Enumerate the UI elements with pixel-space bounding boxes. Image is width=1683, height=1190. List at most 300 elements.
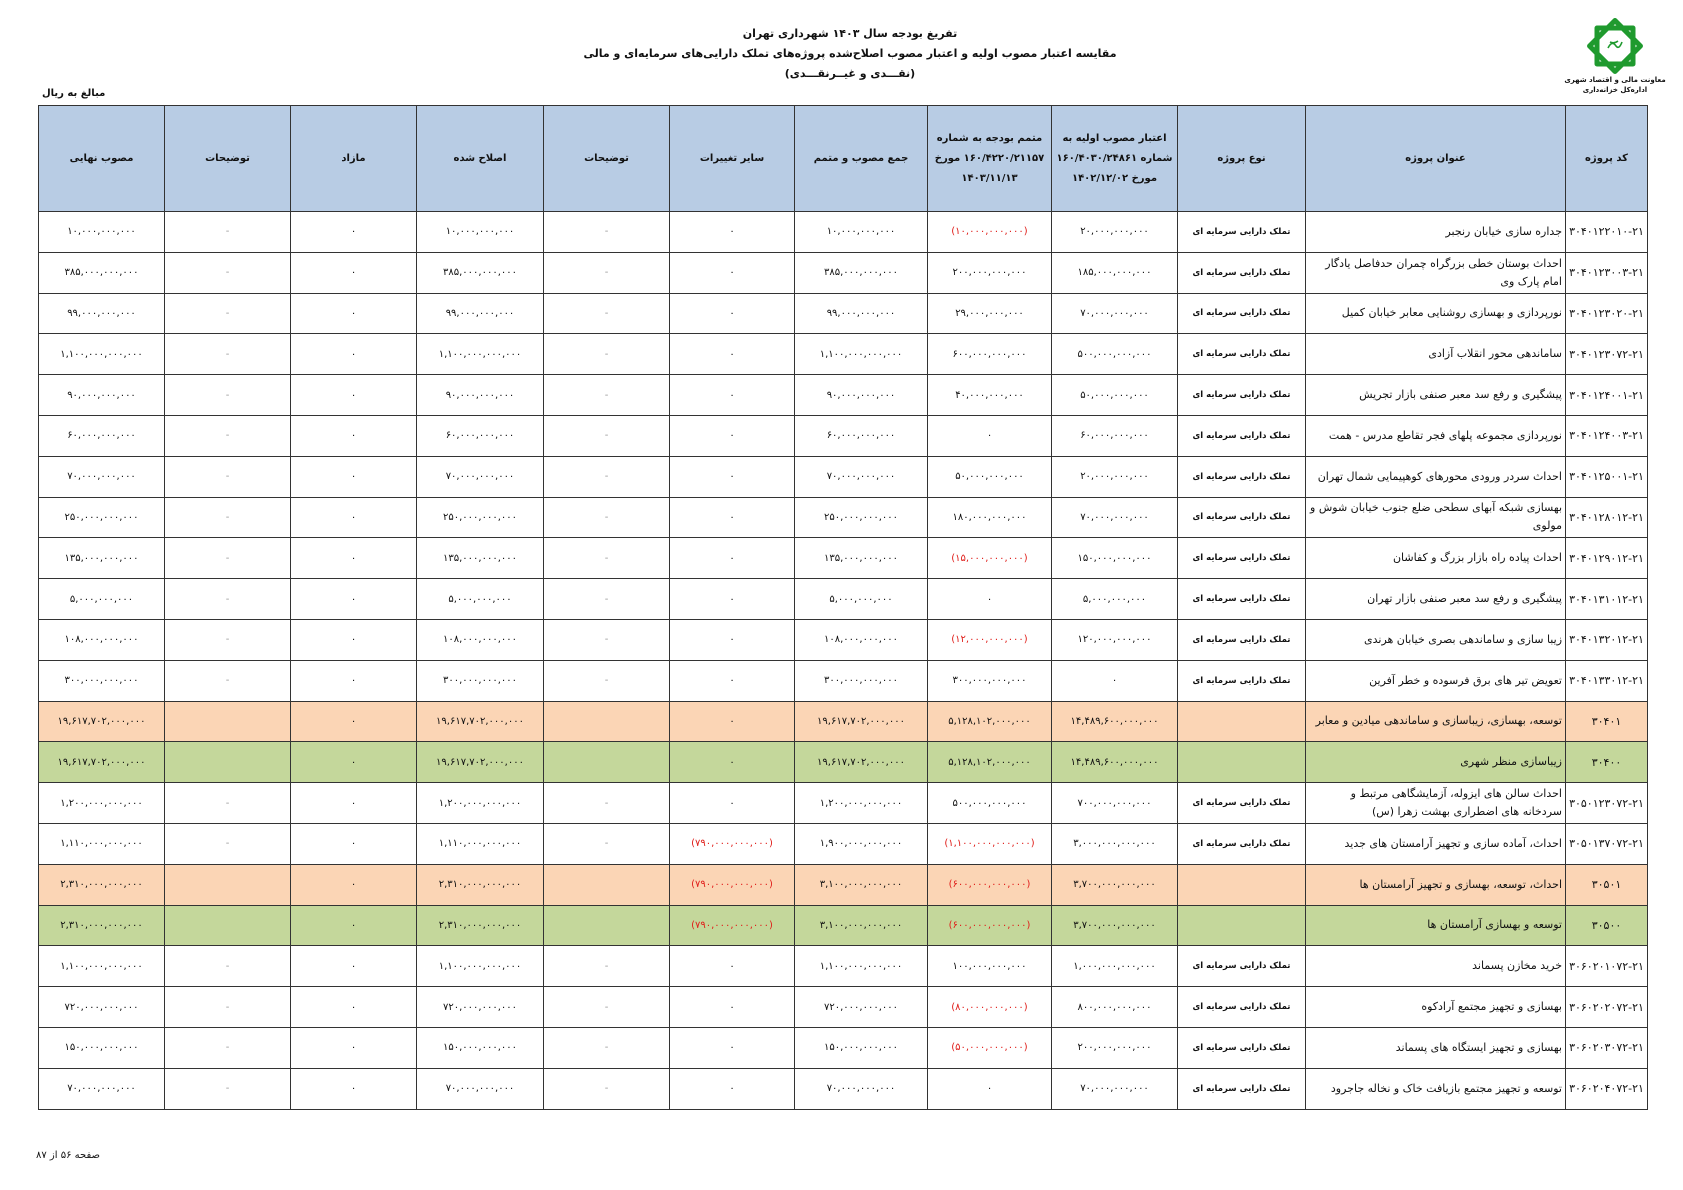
cell-supplement: (۸۰,۰۰۰,۰۰۰,۰۰۰) bbox=[928, 987, 1052, 1028]
column-header-initial-approved: اعتبار مصوب اولیه به شماره ۱۶۰/۴۰۳۰/۲۴۸۶۱ مورخ ۱۴۰۲/۱۲/۰۲ bbox=[1052, 106, 1178, 212]
cell-final-approved: ۲۵۰,۰۰۰,۰۰۰,۰۰۰ bbox=[39, 497, 165, 538]
table-row bbox=[39, 538, 1648, 579]
cell-final-approved: ۱,۱۰۰,۰۰۰,۰۰۰,۰۰۰ bbox=[39, 946, 165, 987]
cell-final-approved: ۳۸۵,۰۰۰,۰۰۰,۰۰۰ bbox=[39, 252, 165, 293]
cell-project-title: احداث بوستان خطی بزرگراه چمران حدفاصل یادگار امام پارک وی bbox=[1306, 252, 1566, 293]
cell-initial-approved: ۸۰۰,۰۰۰,۰۰۰,۰۰۰ bbox=[1052, 987, 1178, 1028]
cell-project-code: ۳۰۶۰۲۰۴۰۷۲-۲۱ bbox=[1566, 1068, 1648, 1109]
cell-project-title: احداث، توسعه، بهسازی و تجهیز آرامستان ها bbox=[1306, 864, 1566, 905]
cell-surplus: ۰ bbox=[291, 212, 417, 253]
cell-initial-approved: ۷۰۰,۰۰۰,۰۰۰,۰۰۰ bbox=[1052, 783, 1178, 824]
cell-project-title: بهسازی شبکه آبهای سطحی ضلع جنوب خیابان شوش و مولوی bbox=[1306, 497, 1566, 538]
cell-notes-2: - bbox=[165, 456, 291, 497]
cell-notes bbox=[544, 742, 670, 783]
cell-project-code: ۳۰۶۰۲۰۱۰۷۲-۲۱ bbox=[1566, 946, 1648, 987]
cell-notes: - bbox=[544, 538, 670, 579]
cell-project-type: تملک دارایی سرمایه ای bbox=[1178, 375, 1306, 416]
cell-other-changes: ۰ bbox=[670, 946, 795, 987]
cell-notes: - bbox=[544, 334, 670, 375]
cell-final-approved: ۷۰,۰۰۰,۰۰۰,۰۰۰ bbox=[39, 1068, 165, 1109]
cell-other-changes: ۰ bbox=[670, 987, 795, 1028]
cell-surplus: ۰ bbox=[291, 864, 417, 905]
cell-initial-approved: ۵,۰۰۰,۰۰۰,۰۰۰ bbox=[1052, 579, 1178, 620]
cell-project-type bbox=[1178, 905, 1306, 946]
cell-notes-2: - bbox=[165, 334, 291, 375]
cell-notes: - bbox=[544, 1027, 670, 1068]
cell-notes: - bbox=[544, 660, 670, 701]
cell-final-approved: ۲,۳۱۰,۰۰۰,۰۰۰,۰۰۰ bbox=[39, 905, 165, 946]
cell-notes-2: - bbox=[165, 415, 291, 456]
cell-other-changes: ۰ bbox=[670, 538, 795, 579]
column-header-final-approved: مصوب نهایی bbox=[39, 106, 165, 212]
budget-table bbox=[38, 105, 1648, 1110]
cell-project-title: خرید مخازن پسماند bbox=[1306, 946, 1566, 987]
cell-initial-approved: ۲۰,۰۰۰,۰۰۰,۰۰۰ bbox=[1052, 212, 1178, 253]
cell-notes: - bbox=[544, 619, 670, 660]
cell-revised: ۷۰,۰۰۰,۰۰۰,۰۰۰ bbox=[417, 456, 544, 497]
cell-project-code: ۳۰۴۰۱۲۳۰۰۳-۲۱ bbox=[1566, 252, 1648, 293]
cell-notes-2 bbox=[165, 742, 291, 783]
cell-surplus: ۰ bbox=[291, 579, 417, 620]
cell-approved-plus-supplement: ۳۸۵,۰۰۰,۰۰۰,۰۰۰ bbox=[795, 252, 928, 293]
cell-notes-2 bbox=[165, 905, 291, 946]
cell-supplement: (۶۰۰,۰۰۰,۰۰۰,۰۰۰) bbox=[928, 864, 1052, 905]
cell-supplement: ۲۹,۰۰۰,۰۰۰,۰۰۰ bbox=[928, 293, 1052, 334]
logo-line-1: معاونت مالی و اقتصاد شهری bbox=[1564, 76, 1666, 84]
cell-other-changes: ۰ bbox=[670, 456, 795, 497]
cell-final-approved: ۱۵۰,۰۰۰,۰۰۰,۰۰۰ bbox=[39, 1027, 165, 1068]
cell-notes: - bbox=[544, 212, 670, 253]
table-row bbox=[39, 252, 1648, 293]
cell-approved-plus-supplement: ۱۰۸,۰۰۰,۰۰۰,۰۰۰ bbox=[795, 619, 928, 660]
cell-revised: ۹۹,۰۰۰,۰۰۰,۰۰۰ bbox=[417, 293, 544, 334]
cell-revised: ۱,۱۱۰,۰۰۰,۰۰۰,۰۰۰ bbox=[417, 823, 544, 864]
cell-project-code: ۳۰۴۰۱۳۳۰۱۲-۲۱ bbox=[1566, 660, 1648, 701]
subtotal-row bbox=[39, 701, 1648, 742]
cell-project-title: احداث سردر ورودی محورهای کوهپیمایی شمال تهران bbox=[1306, 456, 1566, 497]
cell-surplus: ۰ bbox=[291, 783, 417, 824]
cell-initial-approved: ۳,۷۰۰,۰۰۰,۰۰۰,۰۰۰ bbox=[1052, 905, 1178, 946]
cell-project-code: ۳۰۴۰۱۲۸۰۱۲-۲۱ bbox=[1566, 497, 1648, 538]
cell-notes-2: - bbox=[165, 987, 291, 1028]
cell-notes-2 bbox=[165, 864, 291, 905]
cell-project-title: پیشگیری و رفع سد معبر صنفی بازار تجریش bbox=[1306, 375, 1566, 416]
cell-revised: ۱۹,۶۱۷,۷۰۲,۰۰۰,۰۰۰ bbox=[417, 701, 544, 742]
cell-revised: ۶۰,۰۰۰,۰۰۰,۰۰۰ bbox=[417, 415, 544, 456]
cell-revised: ۱۰۸,۰۰۰,۰۰۰,۰۰۰ bbox=[417, 619, 544, 660]
cell-revised: ۱۰,۰۰۰,۰۰۰,۰۰۰ bbox=[417, 212, 544, 253]
cell-surplus: ۰ bbox=[291, 334, 417, 375]
cell-project-type bbox=[1178, 742, 1306, 783]
cell-project-title: بهسازی و تجهیز ایستگاه های پسماند bbox=[1306, 1027, 1566, 1068]
cell-notes: - bbox=[544, 783, 670, 824]
document-subtitle-2: (نقـــدی و غیــرنقـــدی) bbox=[784, 67, 916, 80]
cell-final-approved: ۱۳۵,۰۰۰,۰۰۰,۰۰۰ bbox=[39, 538, 165, 579]
cell-project-type: تملک دارایی سرمایه ای bbox=[1178, 415, 1306, 456]
cell-other-changes: ۰ bbox=[670, 212, 795, 253]
cell-revised: ۱۳۵,۰۰۰,۰۰۰,۰۰۰ bbox=[417, 538, 544, 579]
cell-final-approved: ۱,۱۰۰,۰۰۰,۰۰۰,۰۰۰ bbox=[39, 334, 165, 375]
cell-project-title: ساماندهی محور انقلاب آزادی bbox=[1306, 334, 1566, 375]
cell-project-code: ۳۰۴۰۱۲۳۰۷۲-۲۱ bbox=[1566, 334, 1648, 375]
cell-project-type: تملک دارایی سرمایه ای bbox=[1178, 660, 1306, 701]
cell-notes-2: - bbox=[165, 212, 291, 253]
cell-project-type: تملک دارایی سرمایه ای bbox=[1178, 212, 1306, 253]
cell-notes: - bbox=[544, 415, 670, 456]
cell-project-type: تملک دارایی سرمایه ای bbox=[1178, 823, 1306, 864]
cell-other-changes: ۰ bbox=[670, 742, 795, 783]
cell-other-changes: ۰ bbox=[670, 783, 795, 824]
column-header-other-changes: سایر تغییرات bbox=[670, 106, 795, 212]
cell-supplement: ۵۰۰,۰۰۰,۰۰۰,۰۰۰ bbox=[928, 783, 1052, 824]
cell-notes-2: - bbox=[165, 660, 291, 701]
cell-notes bbox=[544, 701, 670, 742]
cell-approved-plus-supplement: ۱۰,۰۰۰,۰۰۰,۰۰۰ bbox=[795, 212, 928, 253]
cell-surplus: ۰ bbox=[291, 619, 417, 660]
cell-project-title: توسعه، بهسازی، زیباسازی و ساماندهی میادین و معابر bbox=[1306, 701, 1566, 742]
cell-project-type: تملک دارایی سرمایه ای bbox=[1178, 579, 1306, 620]
cell-revised: ۷۲۰,۰۰۰,۰۰۰,۰۰۰ bbox=[417, 987, 544, 1028]
cell-project-type: تملک دارایی سرمایه ای bbox=[1178, 1027, 1306, 1068]
cell-project-code: ۳۰۴۰۰ bbox=[1566, 742, 1648, 783]
cell-project-title: توسعه و تجهیز مجتمع بازیافت خاک و نخاله جاجرود bbox=[1306, 1068, 1566, 1109]
cell-supplement: (۱۵,۰۰۰,۰۰۰,۰۰۰) bbox=[928, 538, 1052, 579]
cell-project-type: تملک دارایی سرمایه ای bbox=[1178, 987, 1306, 1028]
cell-approved-plus-supplement: ۱۳۵,۰۰۰,۰۰۰,۰۰۰ bbox=[795, 538, 928, 579]
table-header-row bbox=[39, 106, 1648, 212]
cell-notes bbox=[544, 864, 670, 905]
cell-approved-plus-supplement: ۱۵۰,۰۰۰,۰۰۰,۰۰۰ bbox=[795, 1027, 928, 1068]
table-row bbox=[39, 293, 1648, 334]
cell-notes-2: - bbox=[165, 823, 291, 864]
cell-other-changes: ۰ bbox=[670, 701, 795, 742]
table-row bbox=[39, 660, 1648, 701]
cell-notes: - bbox=[544, 823, 670, 864]
table-row bbox=[39, 987, 1648, 1028]
cell-revised: ۱۹,۶۱۷,۷۰۲,۰۰۰,۰۰۰ bbox=[417, 742, 544, 783]
cell-other-changes: ۰ bbox=[670, 1027, 795, 1068]
table-body bbox=[39, 212, 1648, 1110]
cell-final-approved: ۱,۱۱۰,۰۰۰,۰۰۰,۰۰۰ bbox=[39, 823, 165, 864]
cell-project-type: تملک دارایی سرمایه ای bbox=[1178, 783, 1306, 824]
cell-final-approved: ۱۹,۶۱۷,۷۰۲,۰۰۰,۰۰۰ bbox=[39, 701, 165, 742]
cell-approved-plus-supplement: ۷۰,۰۰۰,۰۰۰,۰۰۰ bbox=[795, 1068, 928, 1109]
cell-initial-approved: ۳,۰۰۰,۰۰۰,۰۰۰,۰۰۰ bbox=[1052, 823, 1178, 864]
table-row bbox=[39, 456, 1648, 497]
cell-supplement: ۴۰,۰۰۰,۰۰۰,۰۰۰ bbox=[928, 375, 1052, 416]
cell-notes-2: - bbox=[165, 538, 291, 579]
cell-project-title: توسعه و بهسازی آرامستان ها bbox=[1306, 905, 1566, 946]
cell-supplement: ۰ bbox=[928, 579, 1052, 620]
cell-surplus: ۰ bbox=[291, 1027, 417, 1068]
cell-surplus: ۰ bbox=[291, 946, 417, 987]
cell-project-type bbox=[1178, 864, 1306, 905]
cell-revised: ۵,۰۰۰,۰۰۰,۰۰۰ bbox=[417, 579, 544, 620]
cell-supplement: (۵۰,۰۰۰,۰۰۰,۰۰۰) bbox=[928, 1027, 1052, 1068]
cell-other-changes: ۰ bbox=[670, 619, 795, 660]
cell-project-code: ۳۰۴۰۱۲۳۰۲۰-۲۱ bbox=[1566, 293, 1648, 334]
cell-project-code: ۳۰۴۰۱۲۹۰۱۲-۲۱ bbox=[1566, 538, 1648, 579]
cell-notes: - bbox=[544, 1068, 670, 1109]
cell-other-changes: (۷۹۰,۰۰۰,۰۰۰,۰۰۰) bbox=[670, 864, 795, 905]
cell-approved-plus-supplement: ۷۲۰,۰۰۰,۰۰۰,۰۰۰ bbox=[795, 987, 928, 1028]
cell-initial-approved: ۲۰,۰۰۰,۰۰۰,۰۰۰ bbox=[1052, 456, 1178, 497]
cell-project-code: ۳۰۶۰۲۰۲۰۷۲-۲۱ bbox=[1566, 987, 1648, 1028]
cell-initial-approved: ۲۰۰,۰۰۰,۰۰۰,۰۰۰ bbox=[1052, 1027, 1178, 1068]
cell-project-code: ۳۰۴۰۱۳۱۰۱۲-۲۱ bbox=[1566, 579, 1648, 620]
cell-other-changes: ۰ bbox=[670, 252, 795, 293]
cell-revised: ۷۰,۰۰۰,۰۰۰,۰۰۰ bbox=[417, 1068, 544, 1109]
cell-other-changes: ۰ bbox=[670, 660, 795, 701]
table-row bbox=[39, 823, 1648, 864]
cell-project-title: تعویض تیر های برق فرسوده و خطر آفرین bbox=[1306, 660, 1566, 701]
cell-notes-2: - bbox=[165, 252, 291, 293]
cell-project-type: تملک دارایی سرمایه ای bbox=[1178, 293, 1306, 334]
cell-project-code: ۳۰۵۰۰ bbox=[1566, 905, 1648, 946]
cell-project-type: تملک دارایی سرمایه ای bbox=[1178, 252, 1306, 293]
cell-approved-plus-supplement: ۹۰,۰۰۰,۰۰۰,۰۰۰ bbox=[795, 375, 928, 416]
cell-project-type: تملک دارایی سرمایه ای bbox=[1178, 1068, 1306, 1109]
cell-notes: - bbox=[544, 579, 670, 620]
cell-notes-2: - bbox=[165, 579, 291, 620]
cell-other-changes: ۰ bbox=[670, 415, 795, 456]
cell-supplement: (۱۲,۰۰۰,۰۰۰,۰۰۰) bbox=[928, 619, 1052, 660]
cell-revised: ۱,۱۰۰,۰۰۰,۰۰۰,۰۰۰ bbox=[417, 334, 544, 375]
cell-initial-approved: ۷۰,۰۰۰,۰۰۰,۰۰۰ bbox=[1052, 293, 1178, 334]
table-row bbox=[39, 497, 1648, 538]
cell-project-title: زیبا سازی و ساماندهی بصری خیابان هرندی bbox=[1306, 619, 1566, 660]
cell-surplus: ۰ bbox=[291, 293, 417, 334]
cell-other-changes: ۰ bbox=[670, 497, 795, 538]
column-header-notes: توضیحات bbox=[544, 106, 670, 212]
table-row bbox=[39, 946, 1648, 987]
cell-notes-2: - bbox=[165, 497, 291, 538]
cell-surplus: ۰ bbox=[291, 456, 417, 497]
cell-notes: - bbox=[544, 946, 670, 987]
cell-revised: ۱,۱۰۰,۰۰۰,۰۰۰,۰۰۰ bbox=[417, 946, 544, 987]
table-row bbox=[39, 783, 1648, 824]
currency-unit-note: مبالغ به ریال bbox=[42, 88, 106, 99]
cell-initial-approved: ۱۵۰,۰۰۰,۰۰۰,۰۰۰ bbox=[1052, 538, 1178, 579]
cell-final-approved: ۱,۲۰۰,۰۰۰,۰۰۰,۰۰۰ bbox=[39, 783, 165, 824]
cell-notes bbox=[544, 905, 670, 946]
cell-approved-plus-supplement: ۱,۹۰۰,۰۰۰,۰۰۰,۰۰۰ bbox=[795, 823, 928, 864]
cell-approved-plus-supplement: ۵,۰۰۰,۰۰۰,۰۰۰ bbox=[795, 579, 928, 620]
cell-approved-plus-supplement: ۳,۱۰۰,۰۰۰,۰۰۰,۰۰۰ bbox=[795, 864, 928, 905]
cell-notes-2: - bbox=[165, 619, 291, 660]
cell-initial-approved: ۱۸۵,۰۰۰,۰۰۰,۰۰۰ bbox=[1052, 252, 1178, 293]
cell-supplement: ۰ bbox=[928, 415, 1052, 456]
cell-other-changes: (۷۹۰,۰۰۰,۰۰۰,۰۰۰) bbox=[670, 823, 795, 864]
cell-approved-plus-supplement: ۱,۲۰۰,۰۰۰,۰۰۰,۰۰۰ bbox=[795, 783, 928, 824]
column-header-supplement: متمم بودجه به شماره ۱۶۰/۴۲۲۰/۲۱۱۵۷ مورخ ۱۴۰۳/۱۱/۱۳ bbox=[928, 106, 1052, 212]
table-row bbox=[39, 579, 1648, 620]
cell-approved-plus-supplement: ۱,۱۰۰,۰۰۰,۰۰۰,۰۰۰ bbox=[795, 334, 928, 375]
cell-project-code: ۳۰۴۰۱ bbox=[1566, 701, 1648, 742]
cell-final-approved: ۳۰۰,۰۰۰,۰۰۰,۰۰۰ bbox=[39, 660, 165, 701]
cell-project-title: نورپردازی و بهسازی روشنایی معابر خیابان کمیل bbox=[1306, 293, 1566, 334]
cell-supplement: ۵,۱۲۸,۱۰۲,۰۰۰,۰۰۰ bbox=[928, 701, 1052, 742]
column-header-approved-plus-supplement: جمع مصوب و متمم bbox=[795, 106, 928, 212]
column-header-project-type: نوع پروژه bbox=[1178, 106, 1306, 212]
cell-notes-2: - bbox=[165, 375, 291, 416]
tehran-star-logo-icon bbox=[1580, 18, 1650, 74]
document-title: تفریغ بودجه سال ۱۴۰۳ شهرداری تهران bbox=[742, 27, 958, 40]
municipality-logo bbox=[1560, 18, 1670, 94]
cell-revised: ۳۸۵,۰۰۰,۰۰۰,۰۰۰ bbox=[417, 252, 544, 293]
document-subtitle: مقایسه اعتبار مصوب اولیه و اعتبار مصوب اصلاح‌شده پروژه‌های تملک دارایی‌های سرمایه‌ای و مالی bbox=[583, 47, 1117, 60]
column-header-surplus: مازاد bbox=[291, 106, 417, 212]
cell-notes-2: - bbox=[165, 1027, 291, 1068]
cell-final-approved: ۱۹,۶۱۷,۷۰۲,۰۰۰,۰۰۰ bbox=[39, 742, 165, 783]
cell-project-title: جداره سازی خیابان رنجبر bbox=[1306, 212, 1566, 253]
cell-surplus: ۰ bbox=[291, 987, 417, 1028]
cell-approved-plus-supplement: ۷۰,۰۰۰,۰۰۰,۰۰۰ bbox=[795, 456, 928, 497]
table-row bbox=[39, 1027, 1648, 1068]
cell-final-approved: ۱۰۸,۰۰۰,۰۰۰,۰۰۰ bbox=[39, 619, 165, 660]
cell-project-type: تملک دارایی سرمایه ای bbox=[1178, 619, 1306, 660]
cell-supplement: ۱۰۰,۰۰۰,۰۰۰,۰۰۰ bbox=[928, 946, 1052, 987]
cell-supplement: (۱,۱۰۰,۰۰۰,۰۰۰,۰۰۰) bbox=[928, 823, 1052, 864]
cell-surplus: ۰ bbox=[291, 375, 417, 416]
cell-revised: ۱۵۰,۰۰۰,۰۰۰,۰۰۰ bbox=[417, 1027, 544, 1068]
cell-project-code: ۳۰۴۰۱۲۵۰۰۱-۲۱ bbox=[1566, 456, 1648, 497]
logo-line-2: اداره‌کل خزانه‌داری bbox=[1582, 86, 1648, 94]
cell-initial-approved: ۱,۰۰۰,۰۰۰,۰۰۰,۰۰۰ bbox=[1052, 946, 1178, 987]
cell-approved-plus-supplement: ۳۰۰,۰۰۰,۰۰۰,۰۰۰ bbox=[795, 660, 928, 701]
cell-final-approved: ۶۰,۰۰۰,۰۰۰,۰۰۰ bbox=[39, 415, 165, 456]
cell-initial-approved: ۰ bbox=[1052, 660, 1178, 701]
cell-revised: ۲۵۰,۰۰۰,۰۰۰,۰۰۰ bbox=[417, 497, 544, 538]
cell-project-type: تملک دارایی سرمایه ای bbox=[1178, 456, 1306, 497]
cell-project-code: ۳۰۴۰۱۲۴۰۰۱-۲۱ bbox=[1566, 375, 1648, 416]
cell-project-code: ۳۰۴۰۱۲۲۰۱۰-۲۱ bbox=[1566, 212, 1648, 253]
cell-supplement: (۶۰۰,۰۰۰,۰۰۰,۰۰۰) bbox=[928, 905, 1052, 946]
cell-project-title: پیشگیری و رفع سد معبر صنفی بازار تهران bbox=[1306, 579, 1566, 620]
cell-initial-approved: ۵۰۰,۰۰۰,۰۰۰,۰۰۰ bbox=[1052, 334, 1178, 375]
cell-surplus: ۰ bbox=[291, 538, 417, 579]
cell-initial-approved: ۵۰,۰۰۰,۰۰۰,۰۰۰ bbox=[1052, 375, 1178, 416]
cell-supplement: (۱۰,۰۰۰,۰۰۰,۰۰۰) bbox=[928, 212, 1052, 253]
cell-project-type bbox=[1178, 701, 1306, 742]
cell-notes: - bbox=[544, 456, 670, 497]
column-header-project-title: عنوان پروژه bbox=[1306, 106, 1566, 212]
cell-notes: - bbox=[544, 497, 670, 538]
cell-project-title: بهسازی و تجهیز مجتمع آرادکوه bbox=[1306, 987, 1566, 1028]
cell-other-changes: ۰ bbox=[670, 334, 795, 375]
cell-revised: ۹۰,۰۰۰,۰۰۰,۰۰۰ bbox=[417, 375, 544, 416]
cell-notes-2: - bbox=[165, 1068, 291, 1109]
cell-final-approved: ۱۰,۰۰۰,۰۰۰,۰۰۰ bbox=[39, 212, 165, 253]
cell-notes-2 bbox=[165, 701, 291, 742]
cell-approved-plus-supplement: ۹۹,۰۰۰,۰۰۰,۰۰۰ bbox=[795, 293, 928, 334]
cell-other-changes: ۰ bbox=[670, 293, 795, 334]
cell-supplement: ۳۰۰,۰۰۰,۰۰۰,۰۰۰ bbox=[928, 660, 1052, 701]
cell-final-approved: ۷۲۰,۰۰۰,۰۰۰,۰۰۰ bbox=[39, 987, 165, 1028]
cell-project-code: ۳۰۵۰۱ bbox=[1566, 864, 1648, 905]
cell-other-changes: ۰ bbox=[670, 579, 795, 620]
cell-approved-plus-supplement: ۱,۱۰۰,۰۰۰,۰۰۰,۰۰۰ bbox=[795, 946, 928, 987]
subtotal-row bbox=[39, 864, 1648, 905]
cell-initial-approved: ۷۰,۰۰۰,۰۰۰,۰۰۰ bbox=[1052, 1068, 1178, 1109]
cell-final-approved: ۷۰,۰۰۰,۰۰۰,۰۰۰ bbox=[39, 456, 165, 497]
cell-project-type: تملک دارایی سرمایه ای bbox=[1178, 946, 1306, 987]
table-row bbox=[39, 1068, 1648, 1109]
cell-project-type: تملک دارایی سرمایه ای bbox=[1178, 334, 1306, 375]
cell-notes: - bbox=[544, 293, 670, 334]
cell-project-code: ۳۰۵۰۱۲۳۰۷۲-۲۱ bbox=[1566, 783, 1648, 824]
cell-project-type: تملک دارایی سرمایه ای bbox=[1178, 538, 1306, 579]
cell-project-type: تملک دارایی سرمایه ای bbox=[1178, 497, 1306, 538]
table-row bbox=[39, 619, 1648, 660]
cell-initial-approved: ۷۰,۰۰۰,۰۰۰,۰۰۰ bbox=[1052, 497, 1178, 538]
cell-surplus: ۰ bbox=[291, 905, 417, 946]
cell-other-changes: (۷۹۰,۰۰۰,۰۰۰,۰۰۰) bbox=[670, 905, 795, 946]
cell-approved-plus-supplement: ۳,۱۰۰,۰۰۰,۰۰۰,۰۰۰ bbox=[795, 905, 928, 946]
cell-approved-plus-supplement: ۶۰,۰۰۰,۰۰۰,۰۰۰ bbox=[795, 415, 928, 456]
cell-notes: - bbox=[544, 987, 670, 1028]
cell-supplement: ۵۰,۰۰۰,۰۰۰,۰۰۰ bbox=[928, 456, 1052, 497]
cell-supplement: ۶۰۰,۰۰۰,۰۰۰,۰۰۰ bbox=[928, 334, 1052, 375]
cell-surplus: ۰ bbox=[291, 415, 417, 456]
cell-notes-2: - bbox=[165, 783, 291, 824]
cell-approved-plus-supplement: ۱۹,۶۱۷,۷۰۲,۰۰۰,۰۰۰ bbox=[795, 701, 928, 742]
document-titles bbox=[500, 24, 1200, 84]
cell-surplus: ۰ bbox=[291, 252, 417, 293]
cell-supplement: ۱۸۰,۰۰۰,۰۰۰,۰۰۰ bbox=[928, 497, 1052, 538]
column-header-revised: اصلاح شده bbox=[417, 106, 544, 212]
table-row bbox=[39, 375, 1648, 416]
cell-project-title: احداث، آماده سازی و تجهیز آرامستان های جدید bbox=[1306, 823, 1566, 864]
cell-other-changes: ۰ bbox=[670, 1068, 795, 1109]
column-header-project-code: کد پروژه bbox=[1566, 106, 1648, 212]
cell-approved-plus-supplement: ۲۵۰,۰۰۰,۰۰۰,۰۰۰ bbox=[795, 497, 928, 538]
cell-project-title: نورپردازی مجموعه پلهای فجر تقاطع مدرس - همت bbox=[1306, 415, 1566, 456]
table-row bbox=[39, 415, 1648, 456]
cell-revised: ۲,۳۱۰,۰۰۰,۰۰۰,۰۰۰ bbox=[417, 905, 544, 946]
cell-initial-approved: ۱۴,۴۸۹,۶۰۰,۰۰۰,۰۰۰ bbox=[1052, 742, 1178, 783]
cell-supplement: ۲۰۰,۰۰۰,۰۰۰,۰۰۰ bbox=[928, 252, 1052, 293]
cell-surplus: ۰ bbox=[291, 823, 417, 864]
cell-revised: ۱,۲۰۰,۰۰۰,۰۰۰,۰۰۰ bbox=[417, 783, 544, 824]
cell-initial-approved: ۶۰,۰۰۰,۰۰۰,۰۰۰ bbox=[1052, 415, 1178, 456]
total-row bbox=[39, 905, 1648, 946]
cell-final-approved: ۵,۰۰۰,۰۰۰,۰۰۰ bbox=[39, 579, 165, 620]
total-row bbox=[39, 742, 1648, 783]
cell-project-code: ۳۰۴۰۱۲۴۰۰۳-۲۱ bbox=[1566, 415, 1648, 456]
cell-initial-approved: ۳,۷۰۰,۰۰۰,۰۰۰,۰۰۰ bbox=[1052, 864, 1178, 905]
cell-notes-2: - bbox=[165, 293, 291, 334]
cell-project-title: زیباسازی منظر شهری bbox=[1306, 742, 1566, 783]
column-header-notes-2: توضیحات bbox=[165, 106, 291, 212]
cell-notes: - bbox=[544, 252, 670, 293]
cell-approved-plus-supplement: ۱۹,۶۱۷,۷۰۲,۰۰۰,۰۰۰ bbox=[795, 742, 928, 783]
cell-revised: ۳۰۰,۰۰۰,۰۰۰,۰۰۰ bbox=[417, 660, 544, 701]
cell-other-changes: ۰ bbox=[670, 375, 795, 416]
cell-project-code: ۳۰۴۰۱۳۲۰۱۲-۲۱ bbox=[1566, 619, 1648, 660]
table-row bbox=[39, 334, 1648, 375]
cell-notes: - bbox=[544, 375, 670, 416]
cell-revised: ۲,۳۱۰,۰۰۰,۰۰۰,۰۰۰ bbox=[417, 864, 544, 905]
cell-surplus: ۰ bbox=[291, 701, 417, 742]
cell-surplus: ۰ bbox=[291, 660, 417, 701]
cell-initial-approved: ۱۴,۴۸۹,۶۰۰,۰۰۰,۰۰۰ bbox=[1052, 701, 1178, 742]
cell-project-title: احداث سالن های ایزوله، آزمایشگاهی مرتبط و سردخانه های اضطراری بهشت زهرا (س) bbox=[1306, 783, 1566, 824]
cell-initial-approved: ۱۲۰,۰۰۰,۰۰۰,۰۰۰ bbox=[1052, 619, 1178, 660]
cell-supplement: ۰ bbox=[928, 1068, 1052, 1109]
cell-surplus: ۰ bbox=[291, 742, 417, 783]
cell-final-approved: ۹۹,۰۰۰,۰۰۰,۰۰۰ bbox=[39, 293, 165, 334]
